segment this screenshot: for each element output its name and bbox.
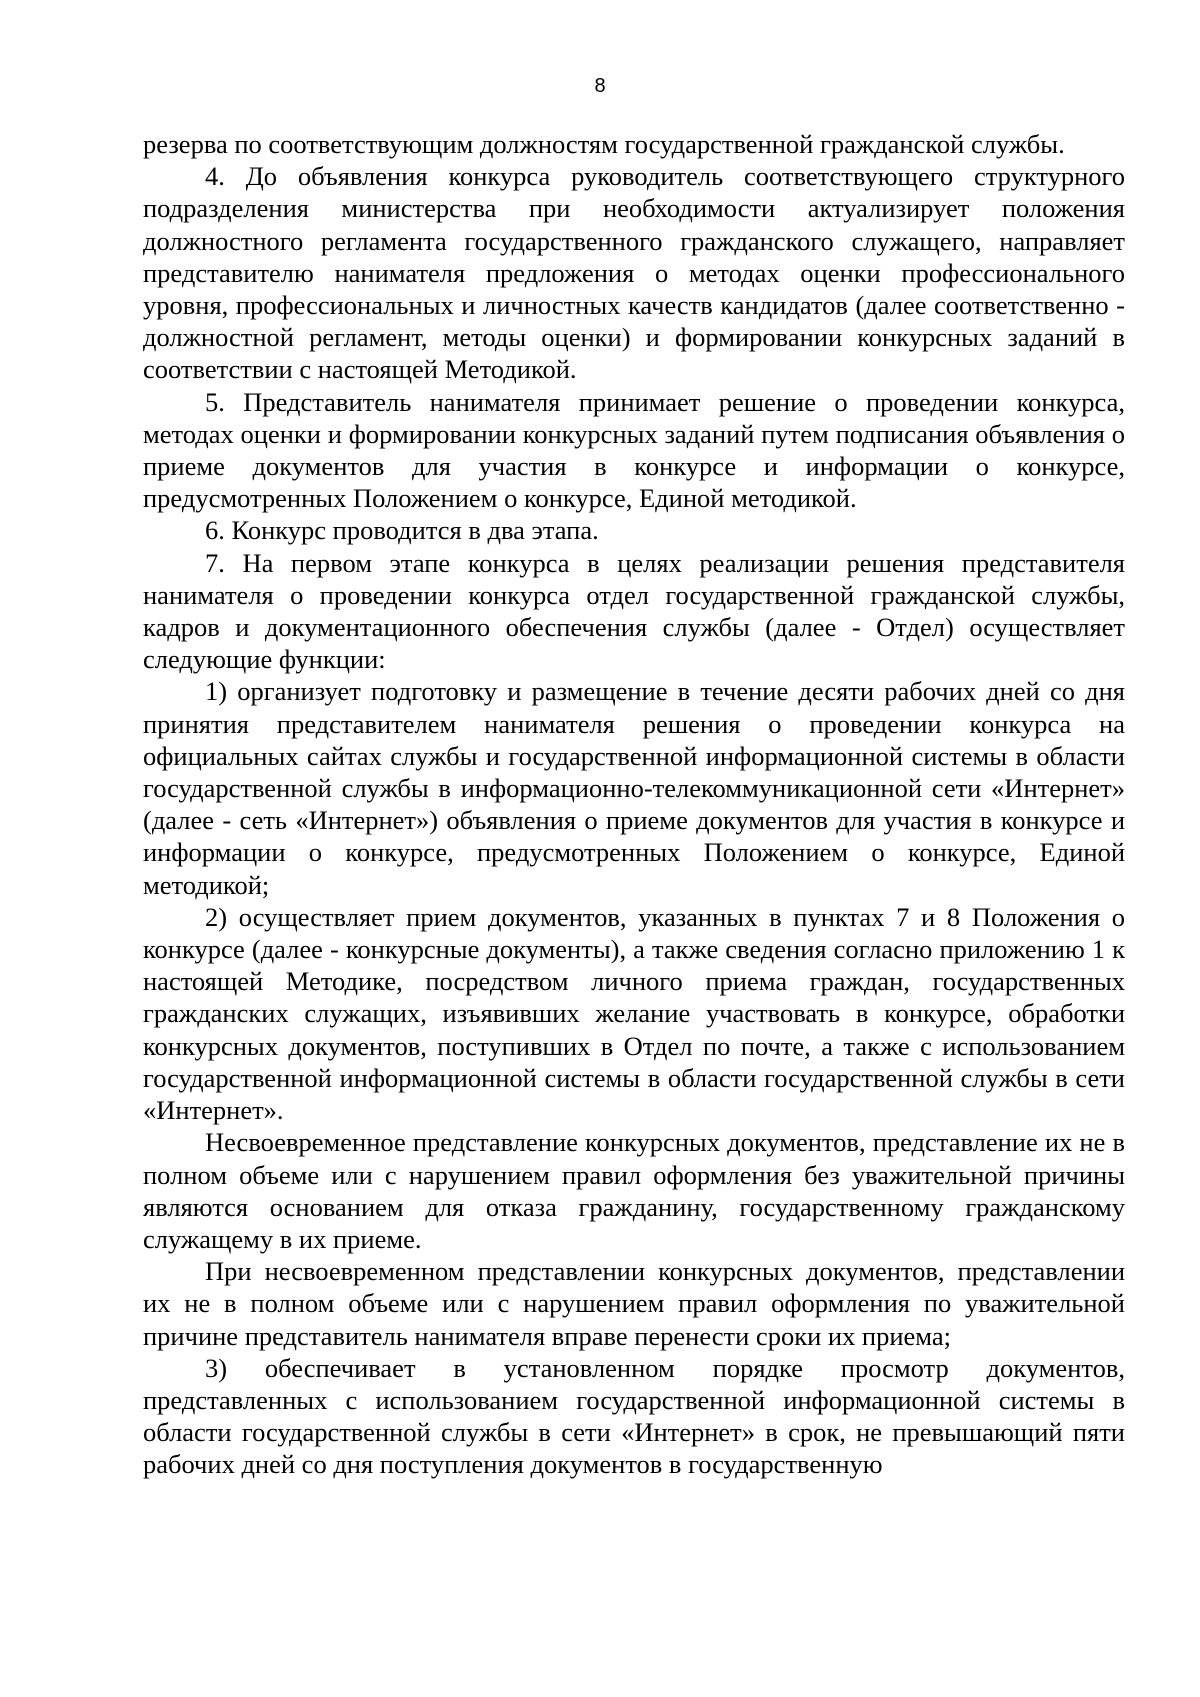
paragraph-reserve-continuation: резерва по соответствующим должностям государственной гражданской службы. — [143, 129, 1065, 159]
page-number: 8 — [594, 75, 606, 97]
paragraph-item-7: 7. На первом этапе конкурса в целях реализации решения представителя нанимателя о проведении конкурса отдел государственной гражданской службы, кадров и документационного обеспечения службы (далее - Отдел) осуществляет следующие функции: — [143, 547, 1125, 675]
paragraph-untimely-submission: Несвоевременное представление конкурсных документов, представление их не в полном объеме или с нарушением правил оформления без уважительной причины являются основанием для отказа гражданину, государственному гражданскому служащему в их приеме. — [143, 1127, 1125, 1254]
paragraph-item-6: 6. Конкурс проводится в два этапа. — [205, 515, 599, 546]
paragraph-subitem-3: 3) обеспечивает в установленном порядке просмотр документов, представленных с использованием государственной информационной системы в области государственной службы в сети «Интернет» в срок, не превышающий пяти рабочих дней со дня поступления документов в государственную — [143, 1352, 1125, 1480]
document-body — [143, 128, 1125, 1481]
paragraph-item-4: 4. До объявления конкурса руководитель соответствующего структурного подразделения министерства при необходимости актуализирует положения должностного регламента государственного гражданского служащего, направляет представителю нанимателя предложения о методах оценки профессионального уровня, профессиональных и личностных качеств кандидатов (далее соответственно - должностной регламент, методы оценки) и формировании конкурсных заданий в соответствии с настоящей Методикой. — [143, 161, 1125, 385]
paragraph-subitem-2: 2) осуществляет прием документов, указанных в пунктах 7 и 8 Положения о конкурсе (далее - конкурсные документы), а также сведения согласно приложению 1 к настоящей Методике, посредством личного приема граждан, государственных гражданских служащих, изъявивших желание участвовать в конкурсе, обработки конкурсных документов, поступивших в Отдел по почте, а также с использованием государственной информационной системы в области государственной службы в сети «Интернет». — [143, 901, 1125, 1126]
paragraph-valid-reason: При несвоевременном представлении конкурсных документов, представлении их не в полном объеме или с нарушением правил оформления по уважительной причине представитель нанимателя вправе перенести сроки их приема; — [143, 1256, 1125, 1351]
paragraph-item-5: 5. Представитель нанимателя принимает решение о проведении конкурса, методах оценки и формировании конкурсных заданий путем подписания объявления о приеме документов для участия в конкурсе и информации о конкурсе, предусмотренных Положением о конкурсе, Единой методикой. — [143, 386, 1125, 514]
paragraph-subitem-1: 1) организует подготовку и размещение в течение десяти рабочих дней со дня принятия представителем нанимателя решения о проведении конкурса на официальных сайтах службы и государственной информационной системы в области государственной службы в информационно-телекоммуникационной сети «Интернет» (далее - сеть «Интернет») объявления о приеме документов для участия в конкурсе и информации о конкурсе, предусмотренных Положением о конкурсе, Единой методикой; — [143, 676, 1125, 900]
